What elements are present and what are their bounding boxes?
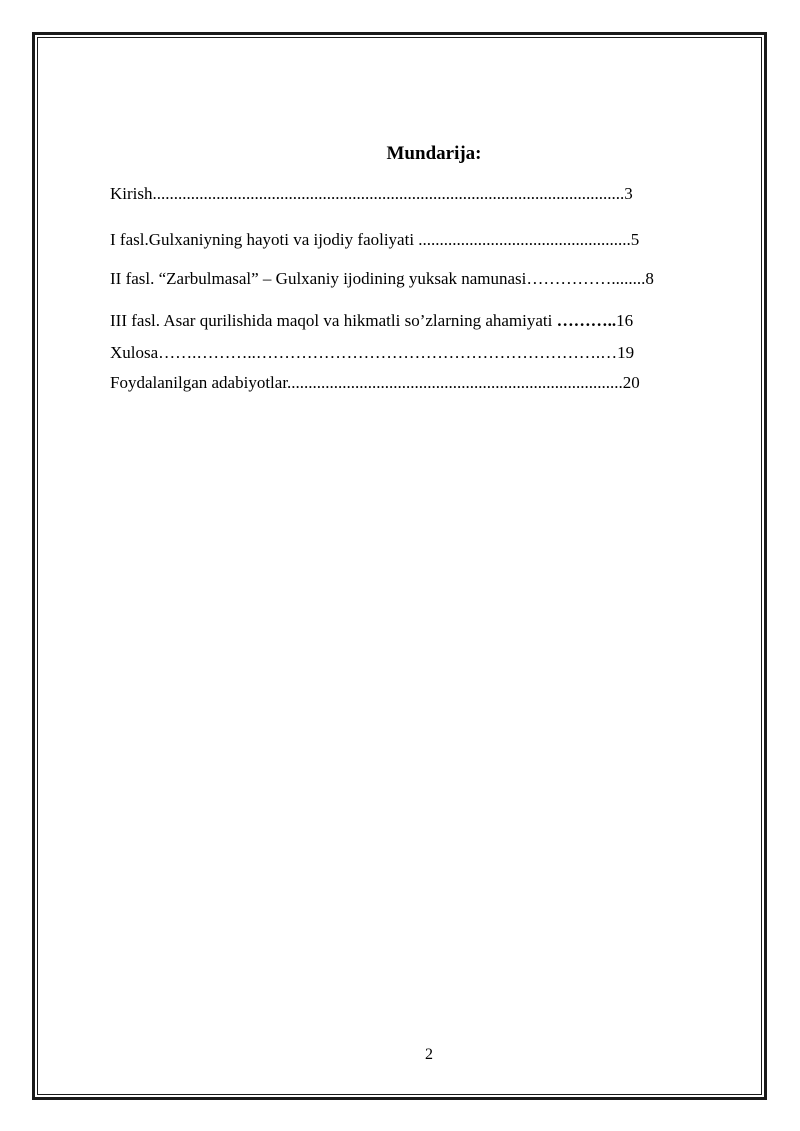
toc-entry-chapter-3-page: 16 (616, 311, 634, 330)
toc-entry-kirish: Kirish...............................................................................................................3 (110, 184, 633, 203)
toc-entry-chapter-3-title: III fasl. Asar qurilishida maqol va hikmatli so’zlarning ahamiyati (110, 311, 557, 330)
toc-entry-chapter-2: II fasl. “Zarbulmasal” – Gulxaniy ijodining yuksak namunasi……………........8 (110, 269, 654, 288)
toc-entry-chapter-1: I fasl.Gulxaniyning hayoti va ijodiy faoliyati ..................................................5 (110, 230, 640, 249)
toc-entry-xulosa: Xulosa…….………..…………………………………………………….…19 (110, 343, 635, 362)
toc-entry-bibliography: Foydalanilgan adabiyotlar...............................................................................20 (110, 373, 640, 392)
page-number: 2 (425, 1046, 433, 1063)
toc-entry-chapter-3 (110, 311, 633, 331)
toc-title: Mundarija: (386, 143, 482, 164)
toc-entry-chapter-3-dots: ……….. (556, 311, 617, 330)
